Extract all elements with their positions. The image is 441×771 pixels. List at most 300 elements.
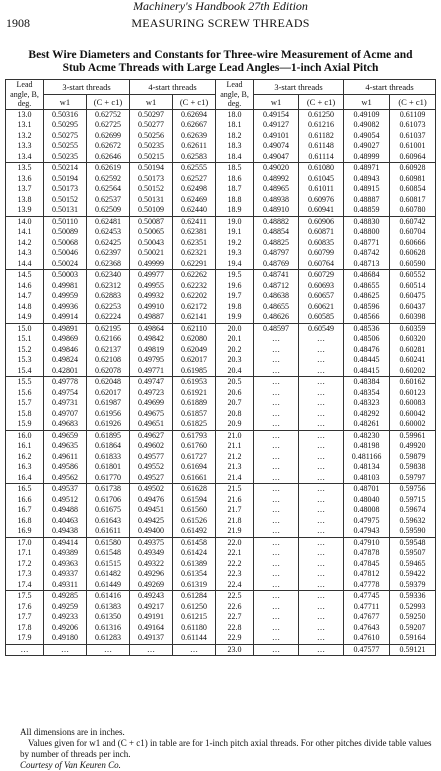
table-row [6, 377, 436, 388]
c-c1-4start-cell: 0.62411 [173, 216, 216, 227]
c-c1-4start-cell: 0.61144 [173, 633, 216, 644]
c-c1-3start-cell: 0.61801 [87, 462, 130, 473]
w1-4start-cell: 0.50215 [130, 152, 173, 163]
w1-3start-cell: 0.48655 [254, 302, 299, 313]
w1-3start-cell: 0.49488 [44, 505, 87, 516]
table-row [6, 323, 436, 334]
lead-angle-cell: 16.7 [6, 505, 44, 516]
c-c1-4start-cell: 0.59336 [390, 591, 436, 602]
lead-angle-cell: 16.3 [6, 462, 44, 473]
c-c1-4start-cell: 0.61694 [173, 462, 216, 473]
wire-diameter-table [5, 79, 436, 656]
c-c1-4start-cell: 0.60042 [390, 409, 436, 420]
table-row [6, 355, 436, 366]
lead-angle-cell: 15.4 [6, 366, 44, 377]
lead-angle-cell: 18.7 [216, 184, 254, 195]
w1-3start-cell: 0.48910 [254, 205, 299, 216]
lead-angle-cell: … [6, 644, 44, 656]
c-c1-3start-cell: 0.62224 [87, 312, 130, 323]
w1-4start-cell: 0.49602 [130, 441, 173, 452]
lead-angle-cell: 17.9 [6, 633, 44, 644]
c-c1-4start-cell: 0.60552 [390, 270, 436, 281]
c-c1-3start-cell: 0.62048 [87, 377, 130, 388]
lead-angle-cell: 21.2 [216, 452, 254, 463]
w1-3start-cell: 0.48882 [254, 216, 299, 227]
c-c1-3start-cell: 0.62646 [87, 152, 130, 163]
w1-4start-cell: 0.48887 [344, 195, 390, 206]
c-c1-4start-cell: 0.62017 [173, 355, 216, 366]
c-c1-4start-cell: 0.60704 [390, 227, 436, 238]
lead-angle-cell: 13.9 [6, 205, 44, 216]
c-c1-4start-cell: 0.62555 [173, 163, 216, 174]
table-row [6, 248, 436, 259]
w1-3start-cell: 0.50003 [44, 270, 87, 281]
lead-angle-cell: 13.1 [6, 120, 44, 131]
w1-3start-cell: 0.49233 [44, 612, 87, 623]
lead-angle-cell: 22.1 [216, 548, 254, 559]
lead-angle-cell: 13.2 [6, 131, 44, 142]
c-c1-3start-cell: 0.61316 [87, 623, 130, 634]
c-c1-4start-cell: 0.49920 [390, 441, 436, 452]
w1-3start-cell: 0.49936 [44, 302, 87, 313]
w1-4start-cell: 0.49027 [344, 141, 390, 152]
w1-3start-cell: … [254, 505, 299, 516]
w1-3start-cell: 0.49512 [44, 495, 87, 506]
w1-4start-cell: 0.49771 [130, 366, 173, 377]
w1-3start-cell: 0.49914 [44, 312, 87, 323]
lead-angle-cell: 17.2 [6, 559, 44, 570]
c-c1-3start-cell: 0.62752 [87, 109, 130, 120]
w1-3start-cell: … [254, 633, 299, 644]
lead-angle-cell: 19.9 [216, 312, 254, 323]
w1-4start-cell: 0.49699 [130, 398, 173, 409]
c-c1-3start-cell: … [299, 484, 344, 495]
lead-angle-cell: 15.3 [6, 355, 44, 366]
lead-angle-cell: 15.0 [6, 323, 44, 334]
table-row [6, 345, 436, 356]
w1-4start-cell: 0.49109 [344, 109, 390, 120]
c-c1-4start-cell: 0.61727 [173, 452, 216, 463]
w1-4start-cell: 0.49819 [130, 345, 173, 356]
w1-3start-cell: … [44, 644, 87, 656]
lead-angle-cell: 21.0 [216, 430, 254, 441]
c-c1-3start-cell: 0.62108 [87, 355, 130, 366]
w1-4start-cell: 0.48415 [344, 366, 390, 377]
c-c1-3start-cell: 0.62672 [87, 141, 130, 152]
c-c1-3start-cell: 0.62368 [87, 259, 130, 270]
c-c1-4start-cell: 0.59632 [390, 516, 436, 527]
w1-3start-cell: 0.49635 [44, 441, 87, 452]
w1-4start-cell: 0.49082 [344, 120, 390, 131]
c-c1-4start-cell: 0.62141 [173, 312, 216, 323]
table-row [6, 302, 436, 313]
lead-angle-cell: 18.6 [216, 174, 254, 185]
w1-4start-cell: 0.50109 [130, 205, 173, 216]
w1-3start-cell: 0.50110 [44, 216, 87, 227]
table-row [6, 430, 436, 441]
c-c1-4start-cell: 0.62611 [173, 141, 216, 152]
table-row [6, 152, 436, 163]
w1-3start-cell: 0.49047 [254, 152, 299, 163]
lead-angle-cell: 17.4 [6, 580, 44, 591]
c-c1-3start-cell: 0.62078 [87, 366, 130, 377]
w1-3start-cell: 0.49611 [44, 452, 87, 463]
w1-3start-cell: … [254, 388, 299, 399]
lead-angle-cell: 13.0 [6, 109, 44, 120]
c-c1-4start-cell: 0.61424 [173, 548, 216, 559]
w1-4start-cell: 0.48292 [344, 409, 390, 420]
lead-angle-cell: 18.0 [216, 109, 254, 120]
lead-angle-cell: 23.0 [216, 644, 254, 656]
group-header-3start: 3-start threads [44, 80, 130, 95]
c-c1-3start-cell: 0.61987 [87, 398, 130, 409]
lead-angle-cell: 14.1 [6, 227, 44, 238]
lead-angle-cell: 19.7 [216, 291, 254, 302]
c-c1-3start-cell: … [299, 345, 344, 356]
lead-angle-cell: 14.9 [6, 312, 44, 323]
w1-4start-cell: 0.47643 [344, 623, 390, 634]
c-c1-4start-cell: 0.61760 [173, 441, 216, 452]
w1-4start-cell: 0.49932 [130, 291, 173, 302]
lead-angle-cell: 19.4 [216, 259, 254, 270]
lead-angle-cell: 19.8 [216, 302, 254, 313]
w1-4start-cell: 0.49527 [130, 473, 173, 484]
c-c1-4start-cell: 0.59674 [390, 505, 436, 516]
c-c1-4start-cell: 0.61073 [390, 120, 436, 131]
lead-angle-cell: 20.7 [216, 398, 254, 409]
c-c1-3start-cell: … [299, 580, 344, 591]
w1-3start-cell: … [254, 559, 299, 570]
w1-4start-cell: 0.49375 [130, 537, 173, 548]
c-c1-3start-cell: … [299, 441, 344, 452]
w1-3start-cell: … [254, 602, 299, 613]
w1-4start-cell: 0.48230 [344, 430, 390, 441]
c-c1-4start-cell: 0.60854 [390, 184, 436, 195]
table-title [10, 49, 431, 75]
w1-3start-cell: … [254, 569, 299, 580]
c-c1-4start-cell: 0.62202 [173, 291, 216, 302]
c-c1-4start-cell: 0.60202 [390, 366, 436, 377]
w1-4start-cell: 0.49651 [130, 419, 173, 430]
lead-angle-cell: 18.9 [216, 205, 254, 216]
c-c1-3start-cell: … [299, 462, 344, 473]
col-header-w1: w1 [44, 94, 87, 109]
w1-3start-cell: 0.48638 [254, 291, 299, 302]
table-row [6, 569, 436, 580]
table-row [6, 409, 436, 420]
c-c1-4start-cell: 0.60320 [390, 334, 436, 345]
w1-4start-cell: 0.49296 [130, 569, 173, 580]
table-row [6, 388, 436, 399]
group-header-4start: 4-start threads [130, 80, 216, 95]
lead-angle-cell: 20.5 [216, 377, 254, 388]
c-c1-3start-cell: 0.61706 [87, 495, 130, 506]
w1-3start-cell: 0.50194 [44, 174, 87, 185]
lead-angle-cell: 16.6 [6, 495, 44, 506]
w1-4start-cell: … [130, 644, 173, 656]
c-c1-4start-cell: 0.60359 [390, 323, 436, 334]
table-row [6, 131, 436, 142]
c-c1-4start-cell: 0.61001 [390, 141, 436, 152]
c-c1-3start-cell: … [299, 569, 344, 580]
table-row [6, 580, 436, 591]
c-c1-3start-cell: 0.62509 [87, 205, 130, 216]
c-c1-4start-cell: 0.61793 [173, 430, 216, 441]
w1-4start-cell: 0.48713 [344, 259, 390, 270]
lead-angle-cell: 15.7 [6, 398, 44, 409]
w1-3start-cell: 0.50046 [44, 248, 87, 259]
w1-3start-cell: 0.49659 [44, 430, 87, 441]
lead-angle-cell: 20.0 [216, 323, 254, 334]
c-c1-4start-cell: 0.61628 [173, 484, 216, 495]
c-c1-4start-cell: 0.61492 [173, 526, 216, 537]
lead-angle-cell: 15.9 [6, 419, 44, 430]
c-c1-4start-cell: 0.61109 [390, 109, 436, 120]
w1-4start-cell: 0.49675 [130, 409, 173, 420]
c-c1-3start-cell: … [299, 334, 344, 345]
c-c1-3start-cell: 0.61250 [299, 109, 344, 120]
lead-angle-cell: 19.1 [216, 227, 254, 238]
c-c1-4start-cell: 0.62351 [173, 238, 216, 249]
c-c1-3start-cell: 0.61416 [87, 591, 130, 602]
w1-3start-cell: … [254, 580, 299, 591]
table-row [6, 312, 436, 323]
lead-angle-cell: 18.4 [216, 152, 254, 163]
w1-3start-cell: … [254, 419, 299, 430]
c-c1-4start-cell: 0.61389 [173, 559, 216, 570]
w1-4start-cell: 0.50021 [130, 248, 173, 259]
c-c1-4start-cell: 0.60437 [390, 302, 436, 313]
c-c1-3start-cell: 0.61611 [87, 526, 130, 537]
c-c1-4start-cell: 0.61825 [173, 419, 216, 430]
w1-3start-cell: 0.49562 [44, 473, 87, 484]
c-c1-4start-cell: 0.62080 [173, 334, 216, 345]
lead-angle-cell: 16.5 [6, 484, 44, 495]
c-c1-4start-cell: 0.62639 [173, 131, 216, 142]
c-c1-3start-cell: 0.62253 [87, 302, 130, 313]
table-row [6, 602, 436, 613]
c-c1-3start-cell: … [299, 495, 344, 506]
lead-angle-cell: 20.8 [216, 409, 254, 420]
w1-4start-cell: 0.48999 [344, 152, 390, 163]
c-c1-3start-cell: 0.62453 [87, 227, 130, 238]
lead-angle-cell: 17.7 [6, 612, 44, 623]
table-row [6, 419, 436, 430]
table-row [6, 238, 436, 249]
c-c1-3start-cell: 0.60549 [299, 323, 344, 334]
w1-4start-cell: 0.49747 [130, 377, 173, 388]
c-c1-4start-cell: 0.59590 [390, 526, 436, 537]
lead-angle-cell: 19.6 [216, 281, 254, 292]
c-c1-4start-cell: 0.61985 [173, 366, 216, 377]
c-c1-4start-cell: 0.59961 [390, 430, 436, 441]
lead-angle-cell: 13.7 [6, 184, 44, 195]
c-c1-4start-cell: 0.61526 [173, 516, 216, 527]
w1-4start-cell: 0.49243 [130, 591, 173, 602]
c-c1-4start-cell: 0.61889 [173, 398, 216, 409]
c-c1-4start-cell: 0.61250 [173, 602, 216, 613]
c-c1-4start-cell: 0.59838 [390, 462, 436, 473]
table-row [6, 174, 436, 185]
w1-3start-cell: 0.48626 [254, 312, 299, 323]
c-c1-4start-cell: 0.59879 [390, 452, 436, 463]
page-number: 1908 [6, 16, 30, 30]
w1-3start-cell: … [254, 398, 299, 409]
c-c1-3start-cell: … [299, 388, 344, 399]
lead-angle-cell: 15.2 [6, 345, 44, 356]
c-c1-4start-cell: 0.60475 [390, 291, 436, 302]
w1-4start-cell: 0.48830 [344, 216, 390, 227]
c-c1-4start-cell: 0.60817 [390, 195, 436, 206]
w1-4start-cell: 0.49955 [130, 281, 173, 292]
c-c1-3start-cell: 0.61080 [299, 163, 344, 174]
w1-4start-cell: 0.48684 [344, 270, 390, 281]
c-c1-4start-cell: 0.62291 [173, 259, 216, 270]
lead-angle-cell: 21.4 [216, 473, 254, 484]
w1-4start-cell: 0.50297 [130, 109, 173, 120]
c-c1-3start-cell: … [299, 537, 344, 548]
w1-3start-cell: 0.49363 [44, 559, 87, 570]
c-c1-3start-cell: 0.62425 [87, 238, 130, 249]
c-c1-4start-cell: 0.60514 [390, 281, 436, 292]
c-c1-3start-cell: 0.60621 [299, 302, 344, 313]
table-row [6, 462, 436, 473]
w1-4start-cell: 0.48943 [344, 174, 390, 185]
w1-4start-cell: 0.49217 [130, 602, 173, 613]
c-c1-3start-cell: 0.61114 [299, 152, 344, 163]
w1-3start-cell: 0.49414 [44, 537, 87, 548]
w1-4start-cell: 0.48323 [344, 398, 390, 409]
c-c1-3start-cell: 0.60941 [299, 205, 344, 216]
w1-4start-cell: 0.48445 [344, 355, 390, 366]
c-c1-4start-cell: 0.60928 [390, 163, 436, 174]
table-row [6, 281, 436, 292]
c-c1-3start-cell: 0.61449 [87, 580, 130, 591]
w1-4start-cell: 0.47878 [344, 548, 390, 559]
lead-angle-cell: 15.8 [6, 409, 44, 420]
c-c1-4start-cell: 0.60123 [390, 388, 436, 399]
lead-angle-cell: 17.1 [6, 548, 44, 559]
lead-angle-cell: 18.1 [216, 120, 254, 131]
w1-4start-cell: 0.49164 [130, 623, 173, 634]
w1-3start-cell: 0.49846 [44, 345, 87, 356]
c-c1-4start-cell: 0.60981 [390, 174, 436, 185]
lead-angle-cell: 14.8 [6, 302, 44, 313]
w1-3start-cell: … [254, 409, 299, 420]
w1-4start-cell: 0.50277 [130, 120, 173, 131]
c-c1-3start-cell: … [299, 505, 344, 516]
w1-4start-cell: 0.49887 [130, 312, 173, 323]
w1-3start-cell: 0.49101 [254, 131, 299, 142]
w1-4start-cell: 0.49451 [130, 505, 173, 516]
table-row [6, 216, 436, 227]
w1-3start-cell: 0.50214 [44, 163, 87, 174]
table-title-line-2: Stub Acme Threads with Large Lead Angles—1-inch Axial Pitch [62, 62, 379, 74]
c-c1-4start-cell: 0.59756 [390, 484, 436, 495]
lead-angle-header: Lead angle, B, deg. [6, 80, 44, 110]
c-c1-4start-cell: 0.59379 [390, 580, 436, 591]
table-row [6, 109, 436, 120]
c-c1-3start-cell: 0.61956 [87, 409, 130, 420]
w1-3start-cell: 0.49180 [44, 633, 87, 644]
w1-4start-cell: 0.49425 [130, 516, 173, 527]
c-c1-4start-cell: 0.61921 [173, 388, 216, 399]
w1-3start-cell: 0.50255 [44, 141, 87, 152]
w1-3start-cell: … [254, 548, 299, 559]
w1-3start-cell: … [254, 334, 299, 345]
c-c1-3start-cell: 0.61045 [299, 174, 344, 185]
w1-3start-cell: 0.49311 [44, 580, 87, 591]
lead-angle-cell: 14.5 [6, 270, 44, 281]
c-c1-3start-cell: 0.62537 [87, 195, 130, 206]
table-row [6, 398, 436, 409]
w1-3start-cell: 0.49981 [44, 281, 87, 292]
w1-3start-cell: 0.48597 [254, 323, 299, 334]
c-c1-4start-cell: 0.62440 [173, 205, 216, 216]
c-c1-3start-cell: … [299, 473, 344, 484]
c-c1-3start-cell: … [299, 377, 344, 388]
w1-4start-cell: 0.49977 [130, 270, 173, 281]
w1-3start-cell: … [254, 452, 299, 463]
table-notes [20, 727, 435, 771]
lead-angle-cell: 17.5 [6, 591, 44, 602]
w1-3start-cell: … [254, 644, 299, 656]
table-row [6, 452, 436, 463]
w1-3start-cell: 0.49586 [44, 462, 87, 473]
w1-4start-cell: 0.48384 [344, 377, 390, 388]
c-c1-3start-cell: … [299, 644, 344, 656]
c-c1-3start-cell: … [299, 430, 344, 441]
table-row [6, 441, 436, 452]
lead-angle-cell: 13.6 [6, 174, 44, 185]
c-c1-3start-cell: 0.62699 [87, 131, 130, 142]
c-c1-4start-cell: 0.52993 [390, 602, 436, 613]
note-pitch: Values given for w1 and (C + c1) in table are for 1-inch pitch axial threads. For other pitches divide table values by number of threads per inch. [20, 738, 432, 759]
w1-3start-cell: … [254, 516, 299, 527]
w1-4start-cell: 0.48506 [344, 334, 390, 345]
note-courtesy: Courtesy of Van Keuren Co. [20, 760, 121, 770]
c-c1-3start-cell: 0.62619 [87, 163, 130, 174]
lead-angle-cell: 14.7 [6, 291, 44, 302]
c-c1-4start-cell: 0.62110 [173, 323, 216, 334]
c-c1-4start-cell: 0.61661 [173, 473, 216, 484]
w1-4start-cell: 0.481166 [344, 452, 390, 463]
w1-3start-cell: 0.49020 [254, 163, 299, 174]
w1-3start-cell: … [254, 591, 299, 602]
c-c1-4start-cell: 0.62049 [173, 345, 216, 356]
w1-4start-cell: 0.49400 [130, 526, 173, 537]
w1-3start-cell: 0.40463 [44, 516, 87, 527]
w1-4start-cell: 0.48771 [344, 238, 390, 249]
table-row [6, 334, 436, 345]
w1-3start-cell: … [254, 526, 299, 537]
table-row [6, 270, 436, 281]
w1-4start-cell: 0.47778 [344, 580, 390, 591]
lead-angle-cell: 17.6 [6, 602, 44, 613]
c-c1-4start-cell: 0.62262 [173, 270, 216, 281]
w1-3start-cell: 0.49891 [44, 323, 87, 334]
w1-4start-cell: 0.49322 [130, 559, 173, 570]
w1-3start-cell: 0.50024 [44, 259, 87, 270]
lead-angle-cell: 19.2 [216, 238, 254, 249]
c-c1-4start-cell: 0.60628 [390, 248, 436, 259]
w1-3start-cell: 0.48741 [254, 270, 299, 281]
w1-4start-cell: 0.47845 [344, 559, 390, 570]
c-c1-3start-cell: 0.62137 [87, 345, 130, 356]
c-c1-4start-cell: 0.61458 [173, 537, 216, 548]
group-header-3start: 3-start threads [254, 80, 344, 95]
w1-3start-cell: 0.49754 [44, 388, 87, 399]
